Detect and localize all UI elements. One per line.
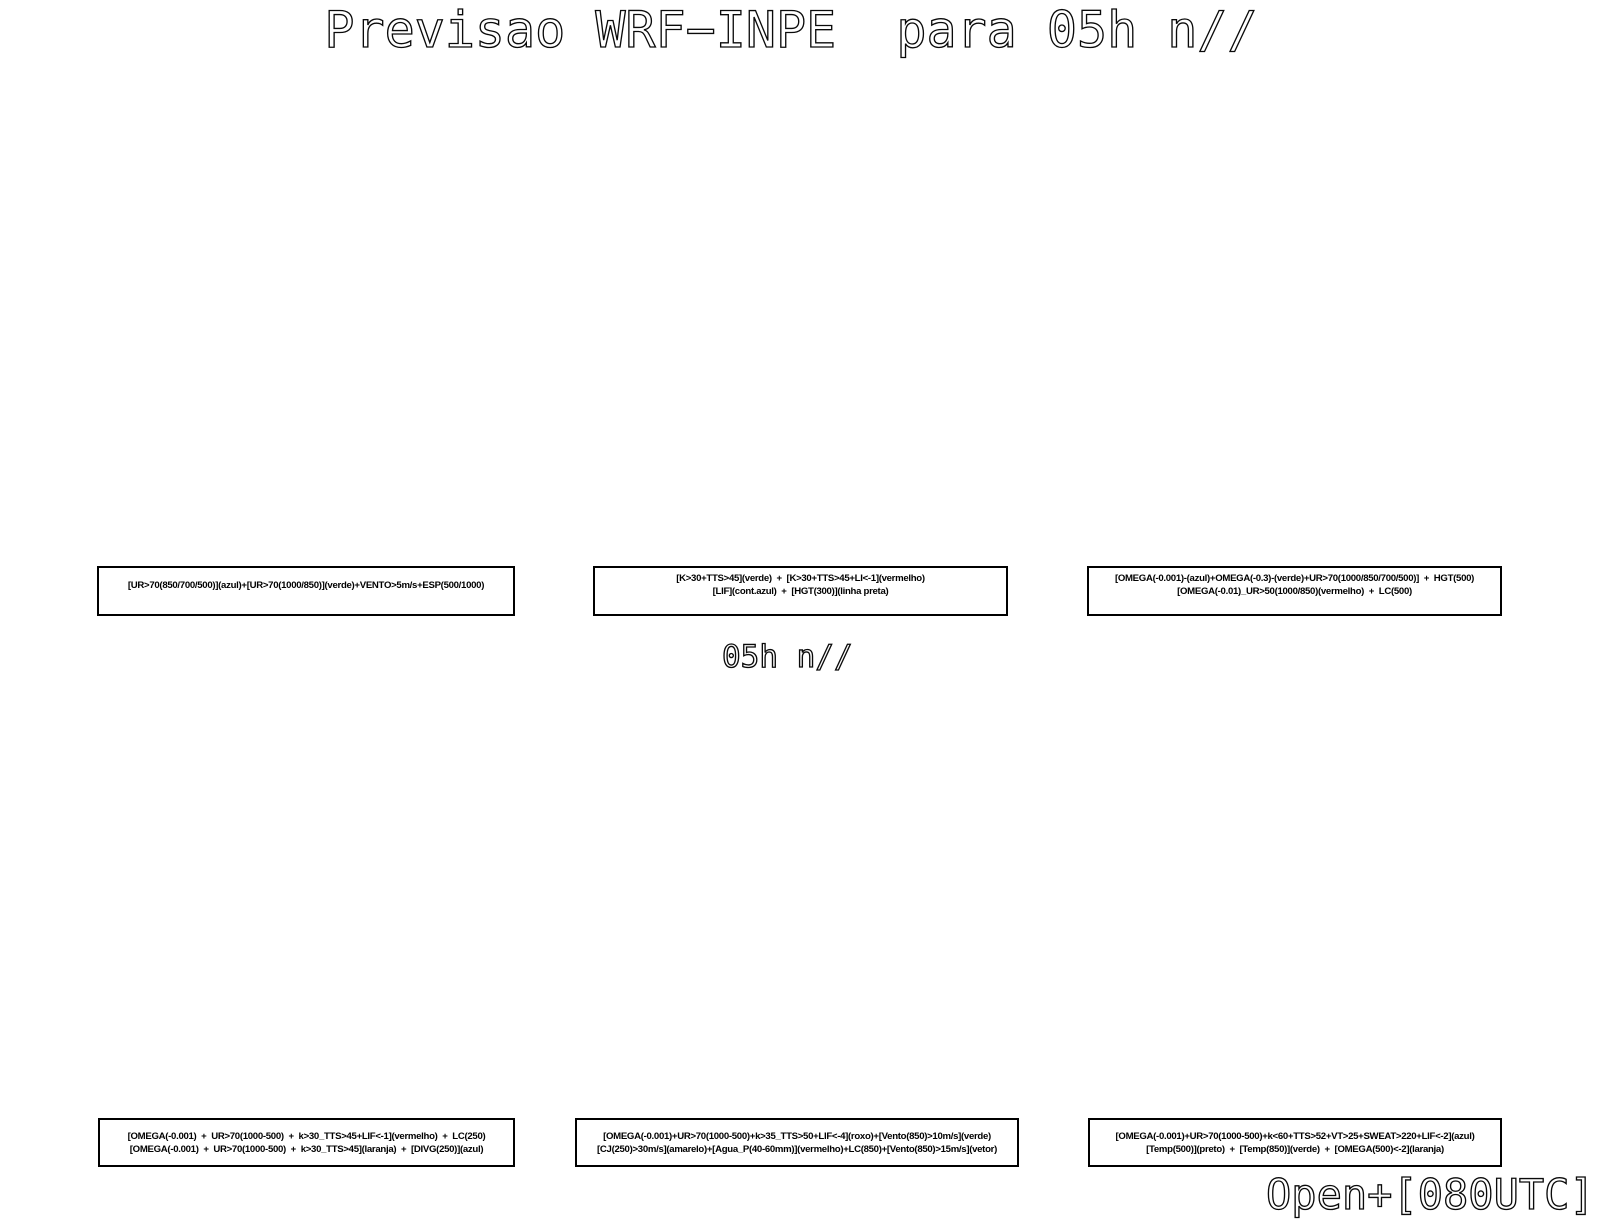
legend-line: [OMEGA(-0.01)_UR>50(1000/850)(vermelho) + LC(500) xyxy=(1177,586,1412,597)
legend-line: [K>30+TTS>45](verde) + [K>30+TTS>45+LI<-1](vermelho) xyxy=(676,573,925,584)
legend-line: [OMEGA(-0.001)-(azul)+OMEGA(-0.3)-(verde)+UR>70(1000/850/700/500)] + HGT(500) xyxy=(1114,573,1475,584)
legend-line: [OMEGA(-0.001) + UR>70(1000-500) + k>30_TTS>45+LIF<-1](vermelho) + LC(250) xyxy=(127,1130,486,1142)
legend-line: [OMEGA(-0.001) + UR>70(1000-500) + k>30_TTS>45](laranja) + [DIVG(250)](azul) xyxy=(129,1143,484,1155)
legend-line: [OMEGA(-0.001)+UR>70(1000-500)+k<60+TTS>52+VT>25+SWEAT>220+LIF<-2](azul) xyxy=(1115,1130,1475,1142)
page-title: Previsao WRF−INPE para 05h n// xyxy=(324,1,1258,59)
legend-line: [LIF](cont.azul) + [HGT(300)](linha preta) xyxy=(712,586,889,597)
legend-box-bottom-right xyxy=(1088,1118,1502,1167)
legend-box-bottom-left xyxy=(98,1118,515,1167)
legend-box-top-right xyxy=(1087,566,1502,616)
legend-box-bottom-middle xyxy=(575,1118,1019,1167)
footer-open-label: Open+[080UTC] xyxy=(1266,1170,1595,1219)
legend-box-top-middle xyxy=(593,566,1008,616)
legend-line: [CJ(250)>30m/s](amarelo)+[Agua_P(40-60mm)](vermelho)+LC(850)+[Vento(850)>15m/s](vetor) xyxy=(597,1143,997,1155)
panel-time-label: 05h n// xyxy=(722,639,853,675)
legend-line: [UR>70(850/700/500)](azul)+[UR>70(1000/850)](verde)+VENTO>5m/s+ESP(500/1000) xyxy=(127,579,485,591)
legend-line: [OMEGA(-0.001)+UR>70(1000-500)+k>35_TTS>50+LIF<-4](roxo)+[Vento(850)>10m/s](verde) xyxy=(603,1130,991,1142)
legend-box-top-left xyxy=(97,566,515,616)
legend-line: [Temp(500)](preto) + [Temp(850)](verde) + [OMEGA(500)<-2](laranja) xyxy=(1146,1143,1444,1155)
